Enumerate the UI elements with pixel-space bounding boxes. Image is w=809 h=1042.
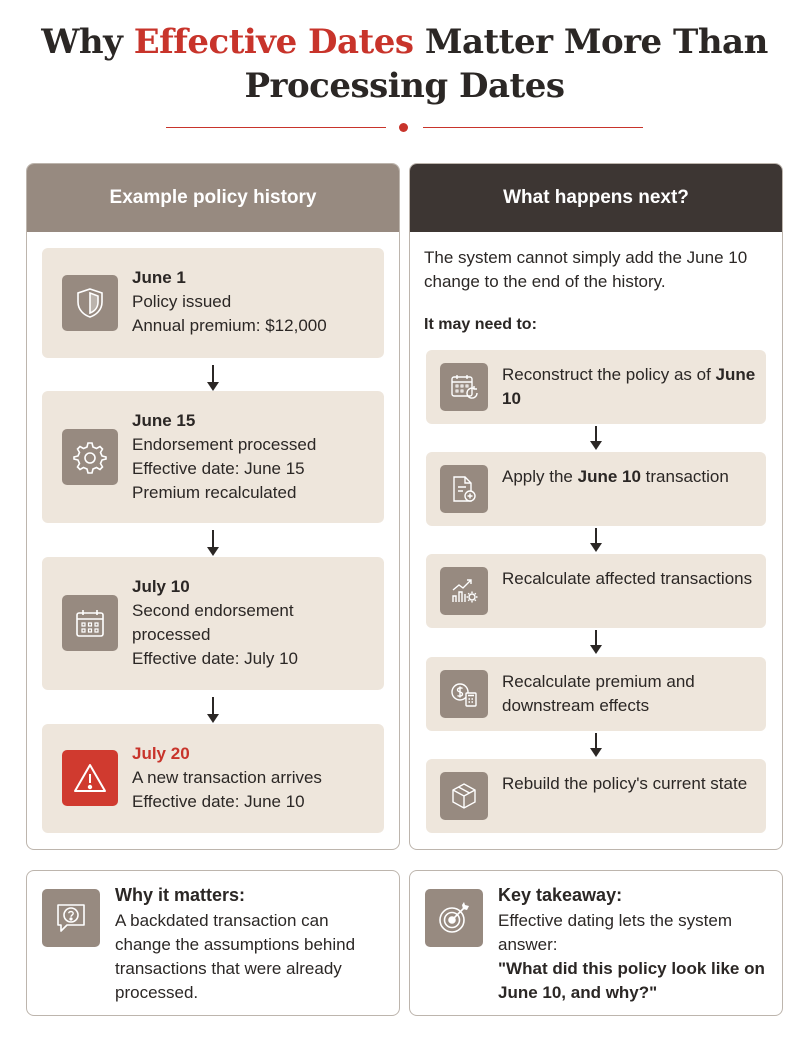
- takeaway-body-wrap: [498, 909, 768, 1005]
- cube-icon: [440, 772, 488, 820]
- takeaway-heading: Key takeaway:: [498, 885, 623, 905]
- flow-arrow: [207, 697, 219, 723]
- what-happens-panel: [409, 163, 783, 850]
- title-line-2: Processing Dates: [244, 66, 565, 106]
- step-reconstruct: [426, 350, 766, 424]
- history-card-text: [132, 742, 322, 814]
- policy-history-header: Example policy history: [27, 164, 399, 232]
- takeaway-body: Effective dating lets the system answer:: [498, 911, 733, 954]
- may-need-label: It may need to:: [424, 316, 537, 333]
- title-accent: Effective Dates: [133, 22, 414, 62]
- gear-icon: [62, 429, 118, 485]
- history-date: June 15: [132, 411, 196, 430]
- step-text-bold: June 10: [577, 467, 641, 486]
- step-text-part: Recalculate premium and downstream effects: [502, 672, 695, 715]
- policy-history-panel: [26, 163, 400, 850]
- step-text-part: Reconstruct the policy as of: [502, 365, 716, 384]
- history-date: June 1: [132, 268, 186, 287]
- history-line: A new transaction arrives: [132, 768, 322, 787]
- why-it-matters-box: [26, 870, 400, 1016]
- step-apply: [426, 452, 766, 526]
- history-date: July 20: [132, 744, 190, 763]
- step-text-part: transaction: [640, 467, 729, 486]
- flow-arrow: [207, 365, 219, 391]
- why-heading: Why it matters:: [115, 885, 246, 905]
- chart-gear-icon: [440, 567, 488, 615]
- history-line: Premium recalculated: [132, 483, 297, 502]
- step-text-part: Recalculate affected transactions: [502, 569, 753, 588]
- history-card-july-10: [42, 557, 384, 690]
- title-line-1: [0, 20, 809, 64]
- history-line: processed: [132, 625, 211, 644]
- history-line: Endorsement processed: [132, 435, 317, 454]
- title-part-1: Why: [41, 22, 134, 62]
- step-text-bold: June 10: [502, 365, 756, 408]
- history-card-july-20: [42, 724, 384, 833]
- step-text-part: Rebuild the policy's current state: [502, 774, 748, 793]
- step-recalculate-premium: [426, 657, 766, 731]
- step-text: [502, 363, 757, 411]
- flow-arrow: [590, 630, 602, 656]
- title-divider-right: [423, 127, 643, 128]
- history-line: Second endorsement: [132, 601, 294, 620]
- title-divider-left: [166, 127, 386, 128]
- calendar-refresh-icon: [440, 363, 488, 411]
- takeaway-quote: "What did this policy look like on June 10, and why?": [498, 959, 765, 1002]
- money-calculator-icon: [440, 670, 488, 718]
- calendar-icon: [62, 595, 118, 651]
- question-bubble-icon: [42, 889, 100, 947]
- flow-arrow: [590, 528, 602, 554]
- history-card-june-1: [42, 248, 384, 358]
- flow-arrow: [590, 733, 602, 759]
- step-recalculate-transactions: [426, 554, 766, 628]
- history-date: July 10: [132, 577, 190, 596]
- history-card-text: [132, 575, 298, 671]
- shield-icon: [62, 275, 118, 331]
- page-title: [0, 20, 809, 108]
- warning-icon: [62, 750, 118, 806]
- why-body: A backdated transaction can change the assumptions behind transactions that were already processed.: [115, 911, 356, 1002]
- intro-text: The system cannot simply add the June 10 change to the end of the history.: [424, 248, 748, 291]
- history-line: Policy issued: [132, 292, 232, 311]
- history-line: Effective date: June 10: [132, 792, 305, 811]
- step-rebuild: [426, 759, 766, 833]
- history-line: Effective date: June 15: [132, 459, 305, 478]
- step-text: [502, 670, 757, 718]
- step-text-part: Apply the: [502, 467, 578, 486]
- step-text: [502, 465, 757, 489]
- history-card-text: [132, 266, 327, 338]
- history-card-june-15: [42, 391, 384, 523]
- document-add-icon: [440, 465, 488, 513]
- title-divider-dot: [399, 123, 408, 132]
- what-happens-header: What happens next?: [410, 164, 782, 232]
- key-takeaway-box: [409, 870, 783, 1016]
- history-card-text: [132, 409, 316, 505]
- history-line: Annual premium: $12,000: [132, 316, 327, 335]
- flow-arrow: [590, 426, 602, 452]
- history-line: Effective date: July 10: [132, 649, 299, 668]
- step-text: [502, 772, 757, 796]
- target-icon: [425, 889, 483, 947]
- title-part-2: Matter More Than: [413, 22, 768, 62]
- flow-arrow: [207, 530, 219, 556]
- step-text: [502, 567, 757, 591]
